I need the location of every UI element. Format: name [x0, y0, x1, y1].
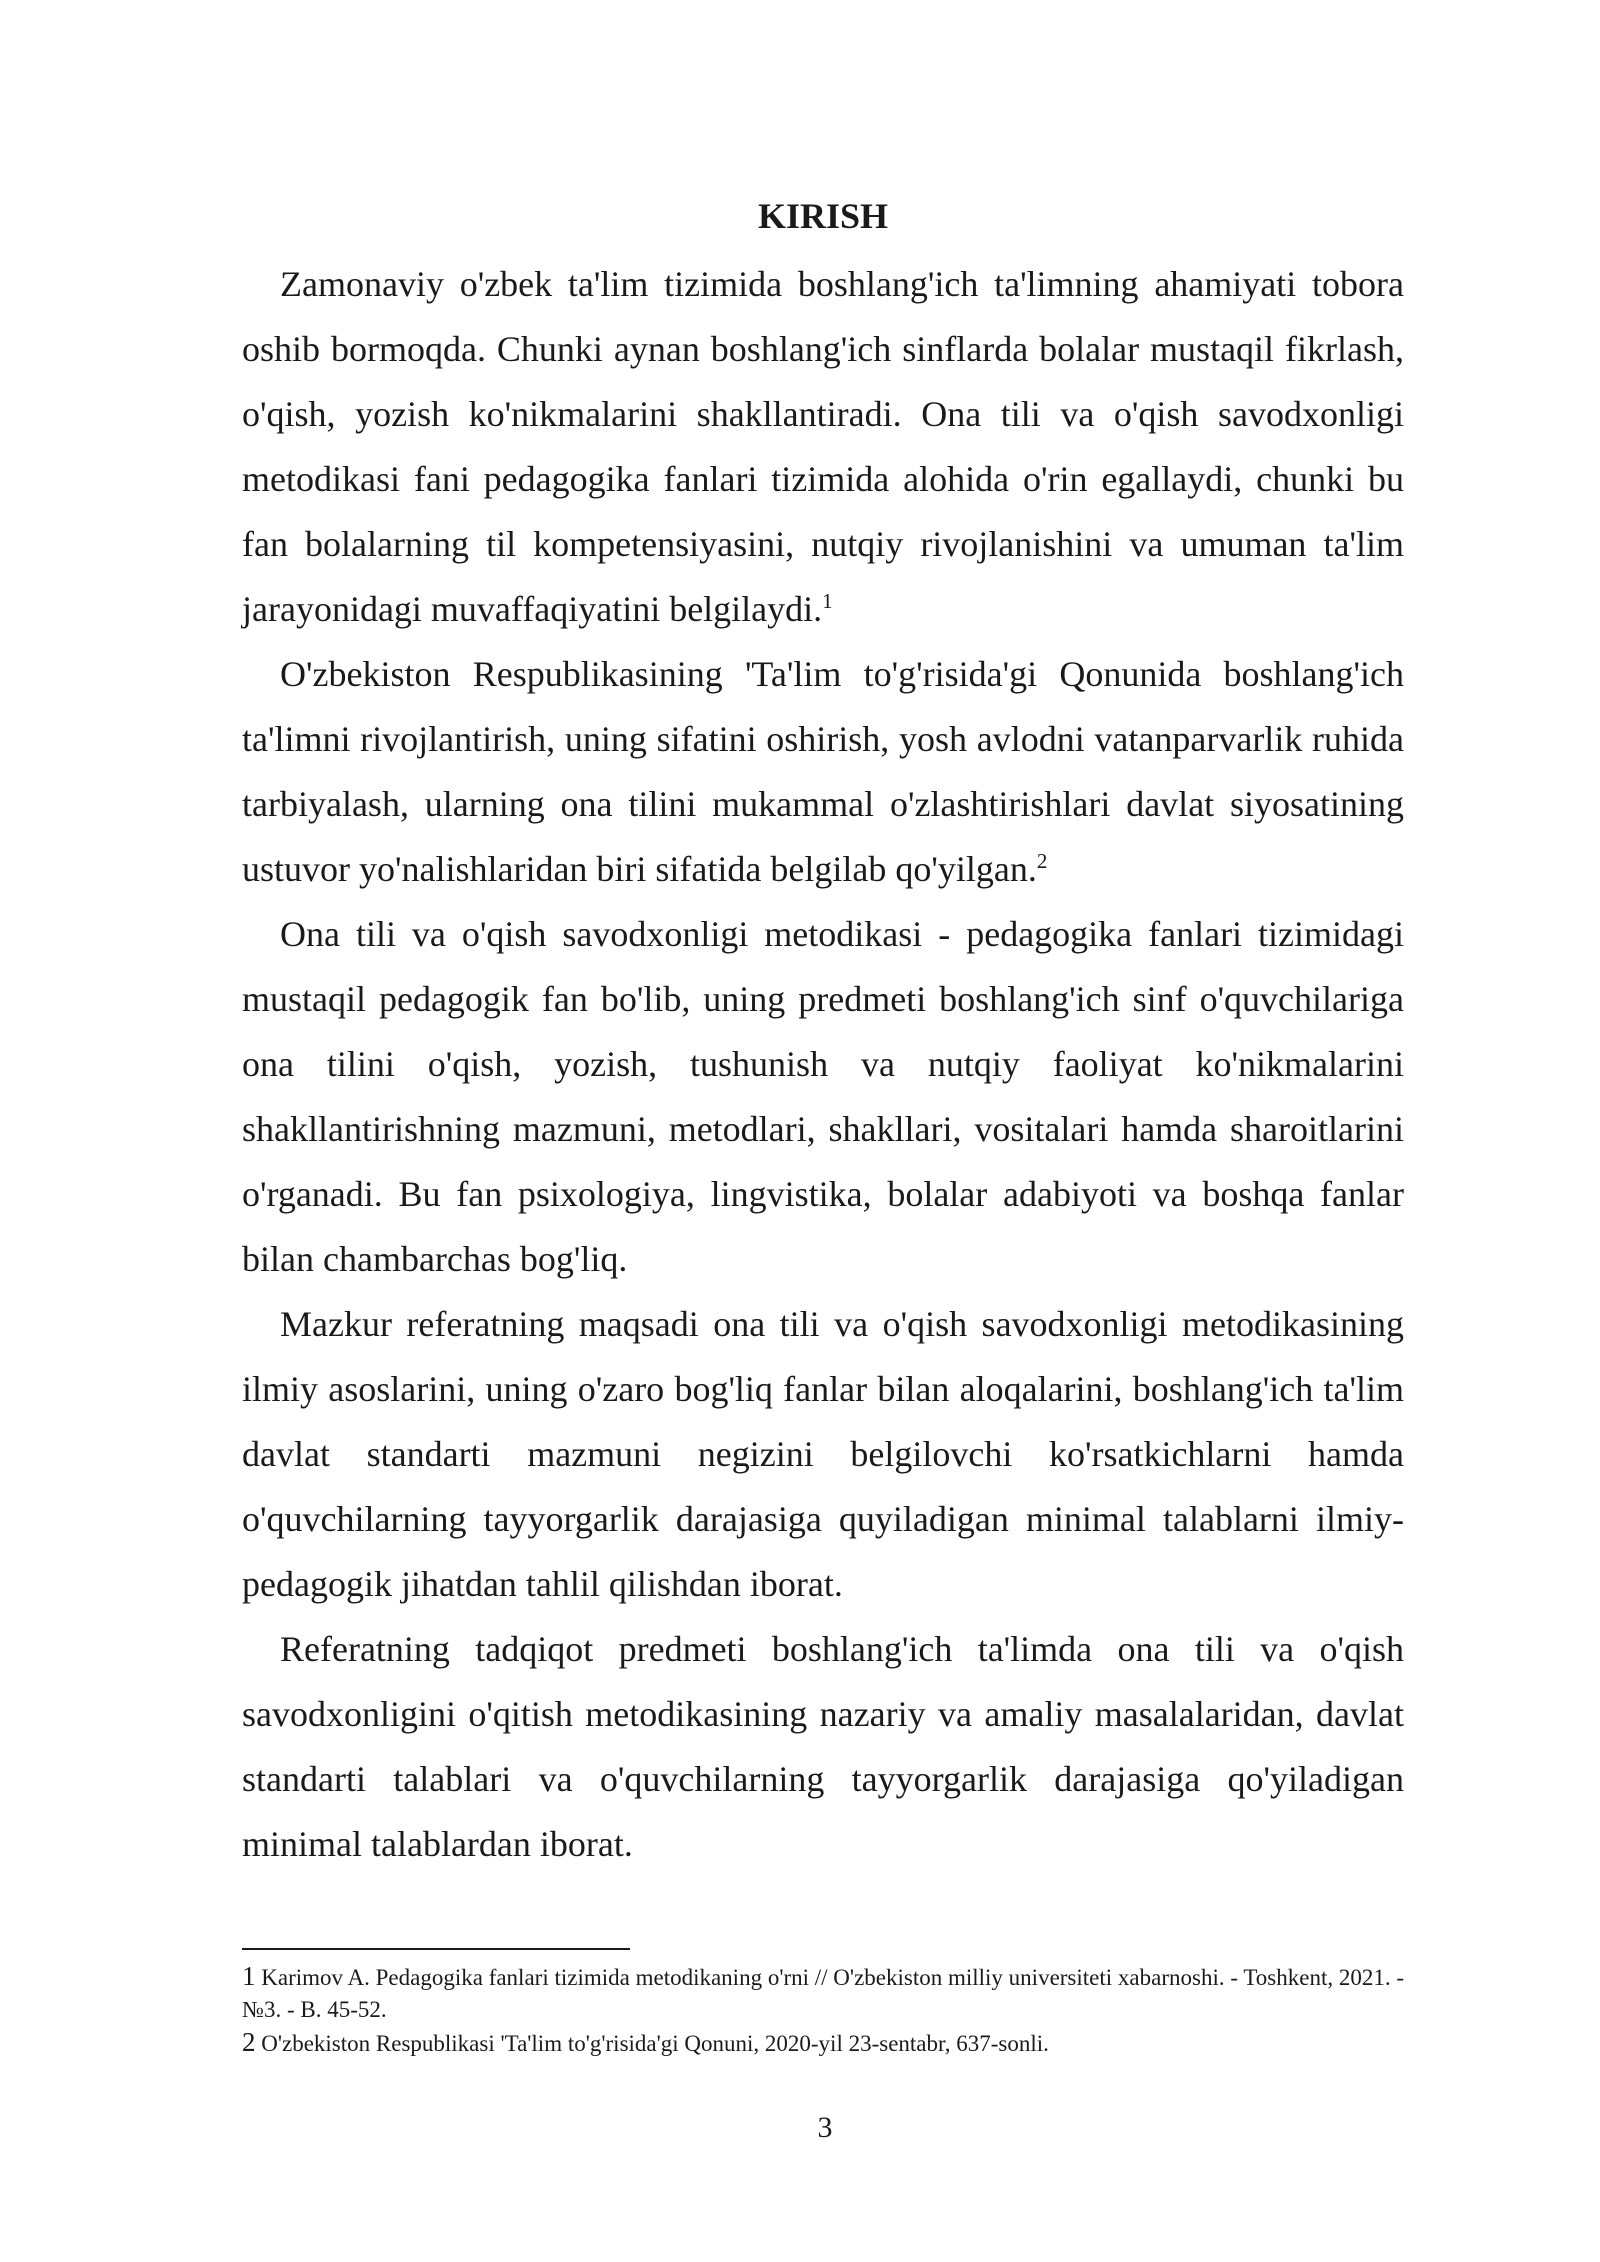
- footnote-1: [242, 1960, 1404, 2026]
- paragraph-2: [242, 642, 1404, 902]
- footnote-text: O'zbekiston Respublikasi 'Ta'lim to'g'risida'gi Qonuni, 2020-yil 23-sentabr, 637-sonli.: [261, 2031, 1049, 2056]
- footnote-separator: [242, 1948, 630, 1950]
- footnotes: [242, 1960, 1404, 2060]
- paragraph-4: [242, 1292, 1404, 1617]
- body-text: [242, 252, 1404, 1877]
- paragraph-text: Mazkur referatning maqsadi ona tili va o'qish savodxonligi metodikasining ilmiy asoslarini, uning o'zaro bog'liq fanlar bilan aloqalarini, boshlang'ich ta'lim davlat standarti mazmuni negizini belgilovchi ko'rsatkichlarni hamda o'quvchilarning tayyorgarlik darajasiga quyiladigan minimal talablarni ilmiy-pedagogik jihatdan tahlil qilishdan iborat.: [242, 1304, 1404, 1604]
- paragraph-1: [242, 252, 1404, 642]
- footnote-2: [242, 2026, 1404, 2060]
- paragraph-text: Zamonaviy o'zbek ta'lim tizimida boshlang'ich ta'limning ahamiyati tobora oshib bormoqda. Chunki aynan boshlang'ich sinflarda bolalar mustaqil fikrlash, o'qish, yozish ko'nikmalarini shakllantiradi. Ona tili va o'qish savodxonligi metodikasi fani pedagogika fanlari tizimida alohida o'rin egallaydi, chunki bu fan bolalarning til kompetensiyasini, nutqiy rivojlanishini va umuman ta'lim jarayonidagi muvaffaqiyatini belgilaydi.: [242, 264, 1404, 629]
- paragraph-text: O'zbekiston Respublikasining 'Ta'lim to'g'risida'gi Qonunida boshlang'ich ta'limni rivojlantirish, uning sifatini oshirish, yosh avlodni vatanparvarlik ruhida tarbiyalash, ularning ona tilini mukammal o'zlashtirishlari davlat siyosatining ustuvor yo'nalishlaridan biri sifatida belgilab qo'yilgan.: [242, 654, 1404, 889]
- page-number: 3: [817, 2111, 833, 2144]
- footnote-reference[interactable]: 1: [822, 589, 833, 613]
- footnote-mark: 2: [242, 2027, 256, 2057]
- paragraph-text: Ona tili va o'qish savodxonligi metodikasi - pedagogika fanlari tizimidagi mustaqil pedagogik fan bo'lib, uning predmeti boshlang'ich sinf o'quvchilariga ona tilini o'qish, yozish, tushunish va nutqiy faoliyat ko'nikmalarini shakllantirishning mazmuni, metodlari, shakllari, vositalari hamda sharoitlarini o'rganadi. Bu fan psixologiya, lingvistika, bolalar adabiyoti va boshqa fanlar bilan chambarchas bog'liq.: [242, 914, 1404, 1279]
- footnote-reference[interactable]: 2: [1036, 849, 1048, 873]
- page-heading: KIRISH: [757, 196, 889, 236]
- paragraph-3: [242, 902, 1404, 1292]
- paragraph-5: [242, 1617, 1404, 1877]
- paragraph-text: Referatning tadqiqot predmeti boshlang'ich ta'limda ona tili va o'qish savodxonligini o'qitish metodikasining nazariy va amaliy masalalaridan, davlat standarti talablari va o'quvchilarning tayyorgarlik darajasiga qo'yiladigan minimal talablardan iborat.: [242, 1629, 1404, 1864]
- footnote-mark: 1: [242, 1961, 256, 1991]
- footnote-text: Karimov A. Pedagogika fanlari tizimida metodikaning o'rni // O'zbekiston milliy universiteti xabarnoshi. - Toshkent, 2021. - №3. - B. 45-52.: [242, 1965, 1405, 2022]
